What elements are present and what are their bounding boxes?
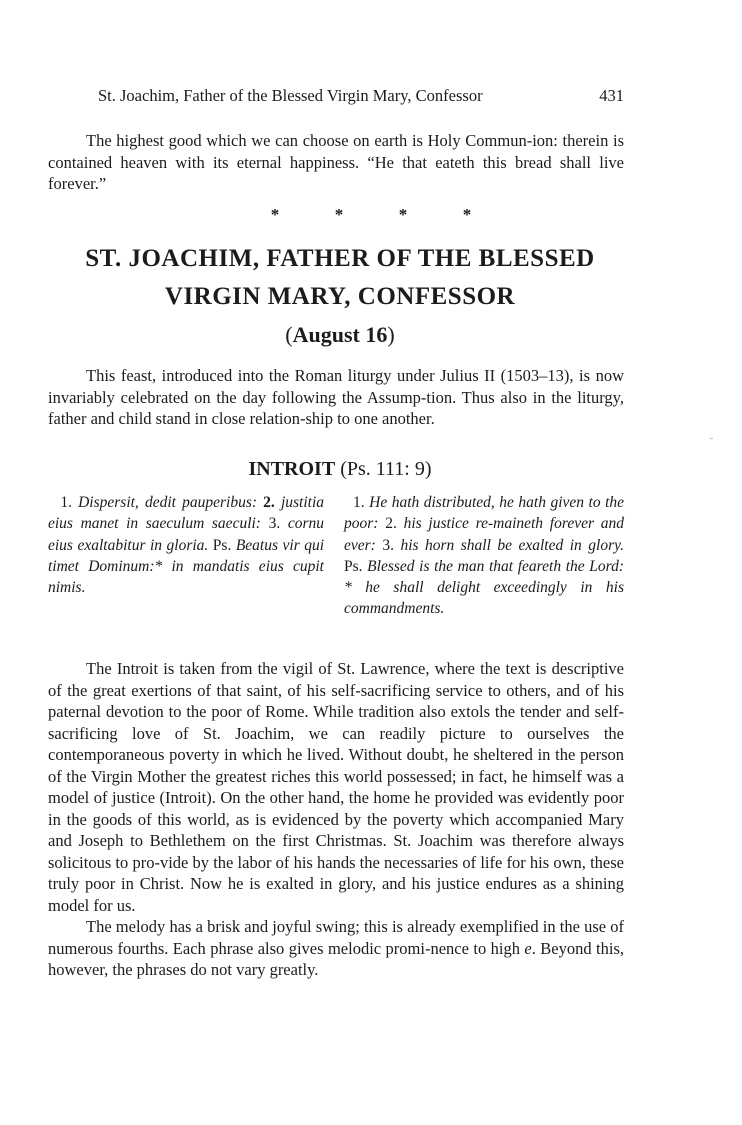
melody-paragraph-after: . Beyond this, however, the phrases do not vary greatly. bbox=[48, 938, 624, 979]
english-verse: Blessed is the man that feareth the Lord: * he shall delight exceedingly in his commandments. bbox=[344, 557, 625, 618]
english-verse: his justice re-maineth forever and ever: bbox=[344, 515, 624, 554]
introit-heading bbox=[40, 458, 640, 481]
latin-verse: Dispersit, dedit pauperibus: bbox=[78, 494, 258, 511]
feast-date bbox=[40, 322, 640, 348]
latin-verse: justitia eius manet in saeculum saeculi: bbox=[48, 494, 325, 533]
separator-asterisk: * bbox=[334, 205, 344, 224]
section-separator bbox=[0, 205, 742, 225]
commentary-paragraph bbox=[48, 658, 624, 981]
latin-num: 3. bbox=[268, 515, 281, 533]
latin-num: 1. bbox=[60, 494, 72, 511]
english-verse: his horn shall be exalted in glory. bbox=[400, 536, 624, 554]
date-open-paren: ( bbox=[285, 322, 293, 347]
introit-reference: (Ps. 111: 9) bbox=[340, 458, 432, 480]
opening-paragraph-text: The highest good which we can choose on earth is Holy Commun-ion: therein is contained heaven with its eternal happiness. “He that eateth this bread shall live forever.” bbox=[48, 131, 624, 193]
latin-num: 2. bbox=[263, 494, 275, 511]
melody-note: e bbox=[524, 938, 532, 958]
margin-mark bbox=[710, 438, 713, 439]
introit-label: INTROIT bbox=[248, 458, 336, 480]
feast-title-line-1: ST. JOACHIM, FATHER OF THE BLESSED bbox=[85, 245, 595, 272]
running-header bbox=[98, 86, 624, 106]
opening-paragraph bbox=[48, 130, 624, 195]
latin-verse: cornu eius exaltabitur in gloria. bbox=[48, 515, 325, 554]
english-num: 1. bbox=[353, 494, 365, 511]
separator-asterisk: * bbox=[462, 205, 472, 224]
separator-asterisk: * bbox=[270, 205, 280, 224]
english-verse: He hath distributed, he hath given to the poor: bbox=[344, 494, 625, 533]
date-close-paren: ) bbox=[387, 322, 395, 347]
latin-verse: Beatus vir qui timet Dominum:* in mandatis eius cupit nimis. bbox=[48, 536, 325, 597]
running-title: St. Joachim, Father of the Blessed Virgin Mary, Confessor bbox=[98, 86, 483, 105]
feast-date-text: August 16 bbox=[292, 322, 388, 347]
feast-title-line-2: VIRGIN MARY, CONFESSOR bbox=[164, 283, 516, 310]
intro-paragraph-text: This feast, introduced into the Roman liturgy under Julius II (1503–13), is now invariably celebrated on the day following the Assump-tion. Thus also in the liturgy, father and child stand in close relation-ship to one another. bbox=[48, 366, 624, 428]
introit-latin bbox=[48, 492, 324, 598]
english-num: 2. bbox=[385, 515, 397, 533]
english-num: 3. bbox=[382, 536, 394, 554]
page-number: 431 bbox=[599, 86, 624, 105]
intro-paragraph bbox=[48, 365, 624, 430]
melody-paragraph-before: The melody has a brisk and joyful swing; this is already exemplified in the use of numerous fourths. Each phrase also gives melodic promi-nence to high bbox=[48, 917, 624, 958]
latin-num: Ps. bbox=[212, 536, 232, 554]
introit-english bbox=[344, 492, 624, 620]
commentary-paragraph-text: The Introit is taken from the vigil of St. Lawrence, where the text is descriptive of the great exertions of that saint, of his self-sacrificing service to others, and of his paternal devotion to the poor of Rome. While tradition also extols the tender and self-sacrificing love of St. Joachim, we can readily picture to ourselves the contemporaneous poverty in which he lived. Without doubt, he sheltered in the person of the Virgin Mother the greatest riches this world possessed; in fact, he himself was a model of justice (Introit). On the other hand, the home he provided was evidently poor in the goods of this world, as is evidenced by the poverty which accompanied Mary and Joseph to Bethlethem on the first Christmas. St. Joachim was therefore always solicitous to pro-vide by the labor of his hands the necessaries of life for his own, these truly poor in Christ. Now he is exalted in glory, and his justice endures as a shining model for us. bbox=[48, 659, 624, 915]
english-num: Ps. bbox=[344, 557, 363, 575]
separator-asterisk: * bbox=[398, 205, 408, 224]
